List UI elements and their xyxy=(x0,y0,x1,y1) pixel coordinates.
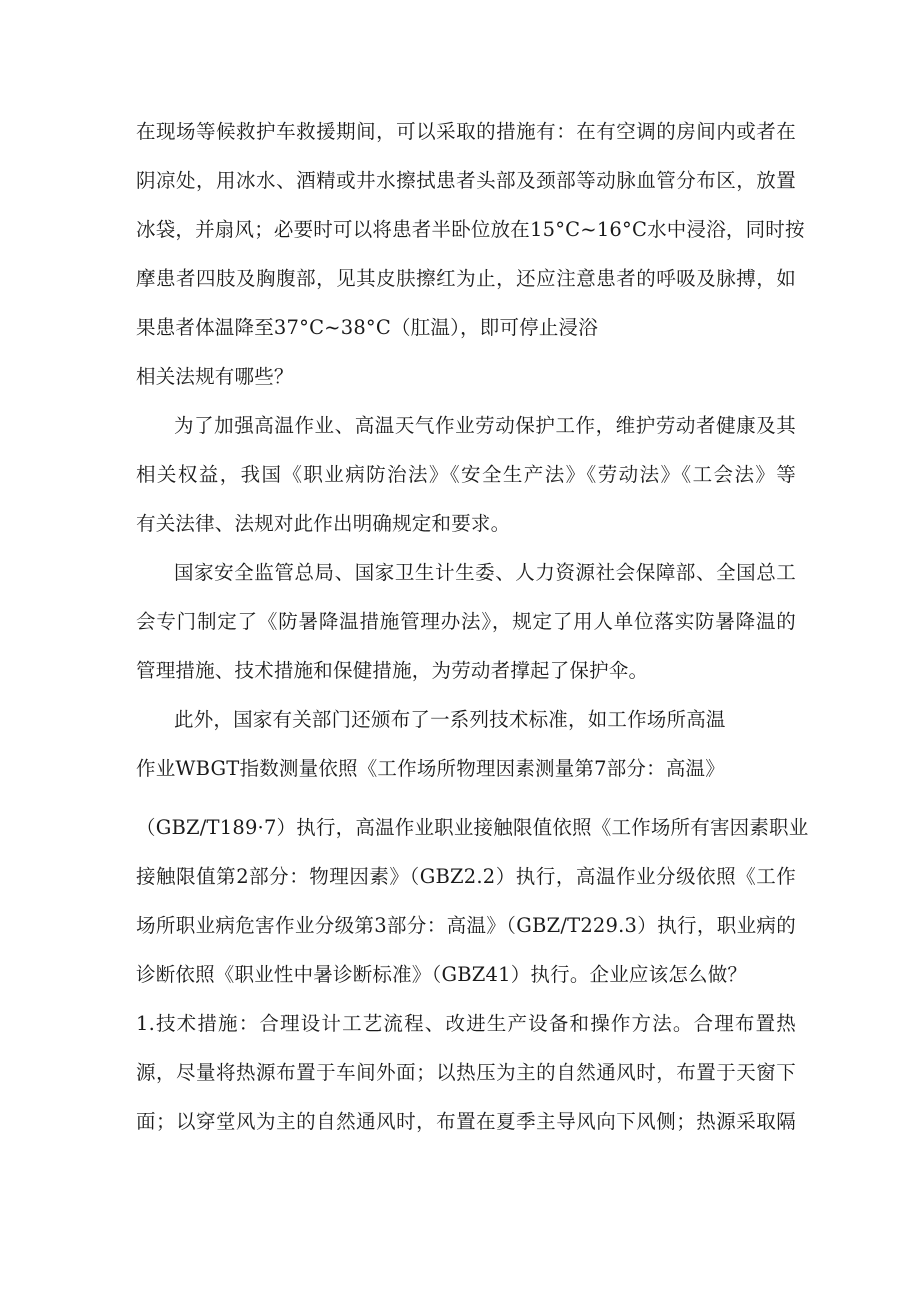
text-line: 作业WBGT指数测量依照《工作场所物理因素测量第7部分：高温》 xyxy=(136,757,725,780)
section-heading: 相关法规有哪些？ xyxy=(136,365,294,388)
text-line: 相关权益，我国《职业病防治法》《安全生产法》《劳动法》《工会法》等 xyxy=(136,463,796,486)
text-line: 场所职业病危害作业分级第3部分：高温》（GBZ/T229.3）执行，职业病的 xyxy=(136,914,796,937)
text-line: 会专门制定了《防暑降温措施管理办法》，规定了用人单位落实防暑降温的 xyxy=(136,610,796,633)
text-line: 有关法律、法规对此作出明确规定和要求。 xyxy=(136,512,511,535)
text-line: 管理措施、技术措施和保健措施，为劳动者撑起了保护伞。 xyxy=(136,659,649,682)
text-line: 为了加强高温作业、高温天气作业劳动保护工作，维护劳动者健康及其 xyxy=(174,414,796,437)
text-line: 阴凉处，用冰水、酒精或井水擦拭患者头部及颈部等动脉血管分布区，放置 xyxy=(136,169,796,192)
text-line: 冰袋，并扇风；必要时可以将患者半卧位放在15°C~16°C水中浸浴，同时按 xyxy=(136,218,805,241)
text-line: 摩患者四肢及胸腹部，见其皮肤擦红为止，还应注意患者的呼吸及脉搏，如 xyxy=(136,267,796,290)
text-line: （GBZ/T189·7）执行，高温作业职业接触限值依照《工作场所有害因素职业 xyxy=(136,816,809,839)
text-line: 接触限值第2部分：物理因素》（GBZ2.2）执行，高温作业分级依照《工作 xyxy=(136,865,796,888)
text-line: 源，尽量将热源布置于车间外面；以热压为主的自然通风时，布置于天窗下 xyxy=(136,1061,796,1084)
text-line: 此外，国家有关部门还颁布了一系列技术标准，如工作场所高温 xyxy=(174,708,726,731)
text-line: 在现场等候救护车救援期间，可以采取的措施有：在有空调的房间内或者在 xyxy=(136,120,796,143)
text-line: 诊断依照《职业性中暑诊断标准》（GBZ41）执行。企业应该怎么做？ xyxy=(136,963,748,986)
text-line: 面；以穿堂风为主的自然通风时，布置在夏季主导风向下风侧；热源采取隔 xyxy=(136,1110,796,1133)
text-line: 果患者体温降至37°C~38°C（肛温），即可停止浸浴 xyxy=(136,316,598,339)
text-line: 国家安全监管总局、国家卫生计生委、人力资源社会保障部、全国总工 xyxy=(174,561,796,584)
text-line: 1.技术措施：合理设计工艺流程、改进生产设备和操作方法。合理布置热 xyxy=(136,1012,796,1035)
